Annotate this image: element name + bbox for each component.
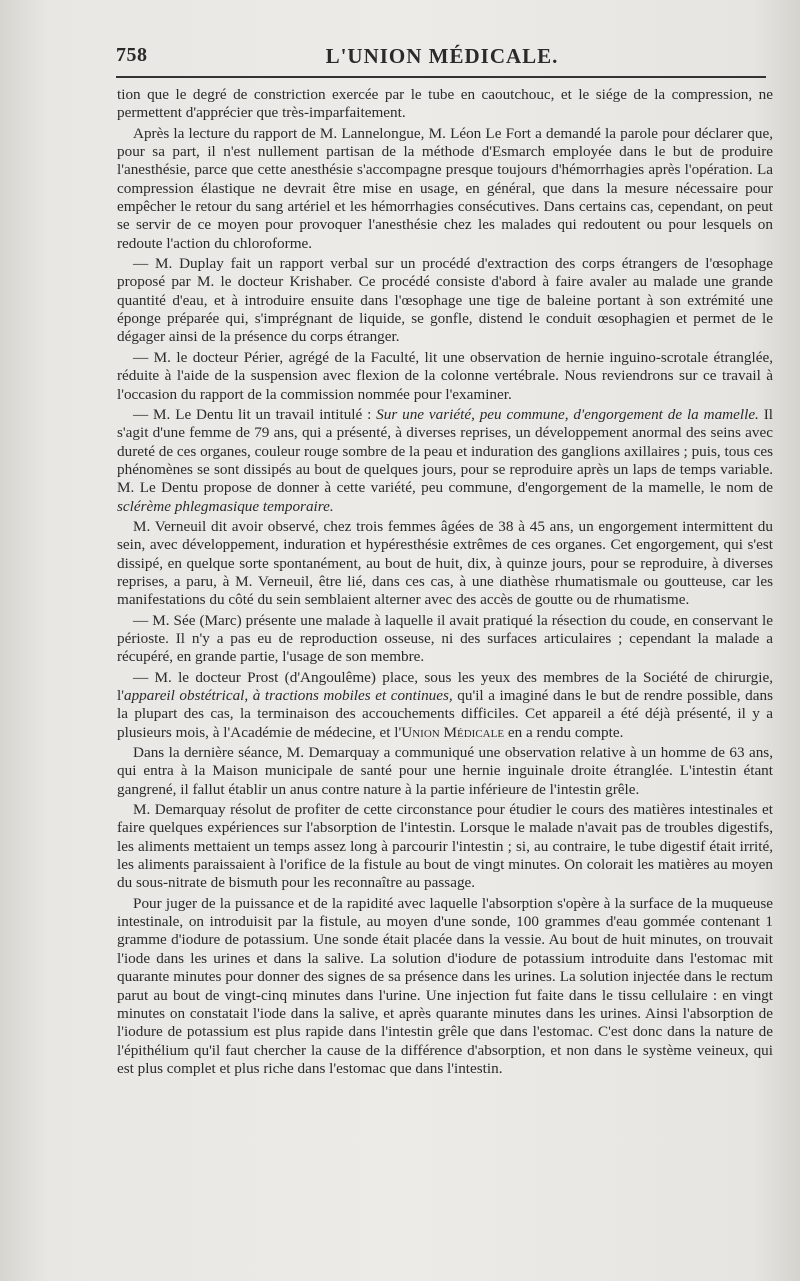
paragraph: tion que le degré de constriction exercée par le tube en caoutchouc, et le siége de la compression, ne permettent d'apprécier que très-imparfaitement. bbox=[117, 86, 773, 122]
paragraph bbox=[117, 669, 773, 742]
apparatus-title: appareil obstétrical, à tractions mobiles et continues, bbox=[123, 687, 453, 704]
paragraph-text: — M. le docteur Prost (d'Angoulême) place, sous les yeux des membres de la Société de chirurgie, l' bbox=[117, 668, 773, 704]
paragraph bbox=[117, 406, 773, 516]
page-number: 758 bbox=[116, 44, 148, 66]
header-rule bbox=[116, 76, 766, 78]
paragraph: — M. Duplay fait un rapport verbal sur un procédé d'extraction des corps étrangers de l'œsophage proposé par M. le docteur Krishaber. Ce procédé consiste d'abord à faire avaler au malade une grande quantité d'eau, et à introduire ensuite dans l'œsophage une tige de baleine portant à son extrémité une éponge préparée qui, s'imprégnant de liquide, se gonfle, distend le conduit œsophagien et permet de le dégager ainsi de la présence du corps étranger. bbox=[117, 255, 773, 346]
paragraph-text: Il s'agit d'une femme de 79 ans, qui a présenté, à diverses reprises, un développement anormal des seins avec dureté de ces organes, couleur rouge sombre de la peau et induration des ganglions axillaires ; puis, tous ces phénomènes se sont dissipés au bout de quelques jours, pour se reproduire après un laps de temps variable. M. Le Dentu propose de donner à cette variété, peu commune, d'engorgement de la mamelle, le nom de bbox=[117, 405, 773, 497]
paragraph: Pour juger de la puissance et de la rapidité avec laquelle l'absorption s'opère à la surface de la muqueuse intestinale, on introduisit par la fistule, au moyen d'une sonde, 100 grammes d'eau gommée contenant 1 gramme d'iodure de potassium. Une sonde était placée dans la vessie. Au bout de huit minutes, on trouvait l'iode dans les urines et dans la salive. La solution d'iodure de potassium introduite dans l'estomac mit quarante minutes pour donner des signes de sa présence dans les urines. La solution injectée dans le rectum parut au bout de vingt-cinq minutes dans l'urine. Une injection fut faite dans le tissu cellulaire : en vingt minutes on constatait l'iode dans la salive, et après quarante minutes dans les urines. Ainsi l'absorption de l'iodure de potassium est plus rapide dans l'intestin grêle que dans l'estomac. C'est donc dans la nature de l'épithélium qu'il faut chercher la cause de la différence d'absorption, et non dans le système veineux, qui est plus complet et plus riche dans l'estomac que dans l'intestin. bbox=[117, 894, 773, 1077]
paragraph: Dans la dernière séance, M. Demarquay a communiqué une observation relative à un homme de 63 ans, qui entra à la Maison municipale de santé pour une hernie inguinale droite étranglée. L'intestin étant gangrené, il fallut établir un anus contre nature à la partie inférieure de l'intestin grêle. bbox=[117, 744, 773, 798]
work-title: Sur une variété, peu commune, d'engorgement de la mamelle. bbox=[376, 405, 759, 423]
running-title: L'UNION MÉDICALE. bbox=[325, 44, 559, 68]
paragraph-text: qu'il a imaginé dans le but de rendre possible, dans la plupart des cas, la terminaison des accouchements difficiles. Cet appareil a été déjà présenté, il y a plusieurs mois, à l'Académie de médecine, et l' bbox=[117, 687, 773, 741]
paragraph-text: en a rendu compte. bbox=[504, 723, 624, 741]
paragraph: — M. le docteur Périer, agrégé de la Faculté, lit une observation de hernie inguino-scrotale étranglée, réduite à l'aide de la suspension avec flexion de la colonne vertébrale. Nous reviendrons sur ce travail à l'occasion du rapport de la commission nommée pour l'examiner. bbox=[117, 348, 773, 403]
paragraph-text: — M. Le Dentu lit un travail intitulé : bbox=[133, 405, 377, 423]
paragraph: M. Demarquay résolut de profiter de cette circonstance pour étudier le cours des matières intestinales et faire quelques expériences sur l'absorption de l'intestin. Lorsque le malade n'avait pas de troubles digestifs, les aliments mettaient un temps assez long à parcourir l'intestin ; si, au contraire, le tube digestif était irrité, les aliments paraissaient à l'orifice de la fistule au bout de vingt minutes. On colorait les matières au moyen du sous-nitrate de bismuth pour les reconnaître au passage. bbox=[117, 801, 773, 892]
paragraph: Après la lecture du rapport de M. Lannelongue, M. Léon Le Fort a demandé la parole pour déclarer que, pour sa part, il n'est nullement partisan de la méthode d'Esmarch employée dans le but de produire l'anesthésie, parce que cette anesthésie s'accompagne presque toujours d'hémorrhagies après l'opération. La compression élastique ne devrait être mise en usage, en général, que dans la mesure nécessaire pour empêcher le retour du sang artériel et les hémorrhagies consécutives. Dans certains cas, cependant, on peut se servir de ce moyen pour provoquer l'anesthésie chez les malades qui redoutent ou pour lesquels on redoute l'action du chloroforme. bbox=[117, 124, 773, 252]
paragraph: M. Verneuil dit avoir observé, chez trois femmes âgées de 38 à 45 ans, un engorgement intermittent du sein, avec développement, induration et hypéresthésie extrêmes de ces organes. Cet engorgement, qui s'est dissipé, en quelque sorte spontanément, au bout de huit, dix, à quinze jours, pour se reproduire, à diverses reprises, a paru, à M. Verneuil, être lié, dans ces cas, à une diathèse rhumatismale ou goutteuse, car les manifestations du côté du sein semblaient alterner avec des accès de goutte ou de rhumatisme. bbox=[117, 517, 773, 609]
journal-name: Union Médicale bbox=[401, 723, 505, 741]
page-header bbox=[112, 44, 772, 70]
body-text bbox=[117, 86, 773, 1080]
paragraph: — M. Sée (Marc) présente une malade à laquelle il avait pratiqué la résection du coude, en conservant le périoste. Il n'y a pas eu de reproduction osseuse, ni des surfaces articulaires ; cependant la malade a récupéré, en grande partie, l'usage de son membre. bbox=[117, 611, 773, 666]
medical-term: sclérème phlegmasique temporaire. bbox=[117, 497, 334, 515]
